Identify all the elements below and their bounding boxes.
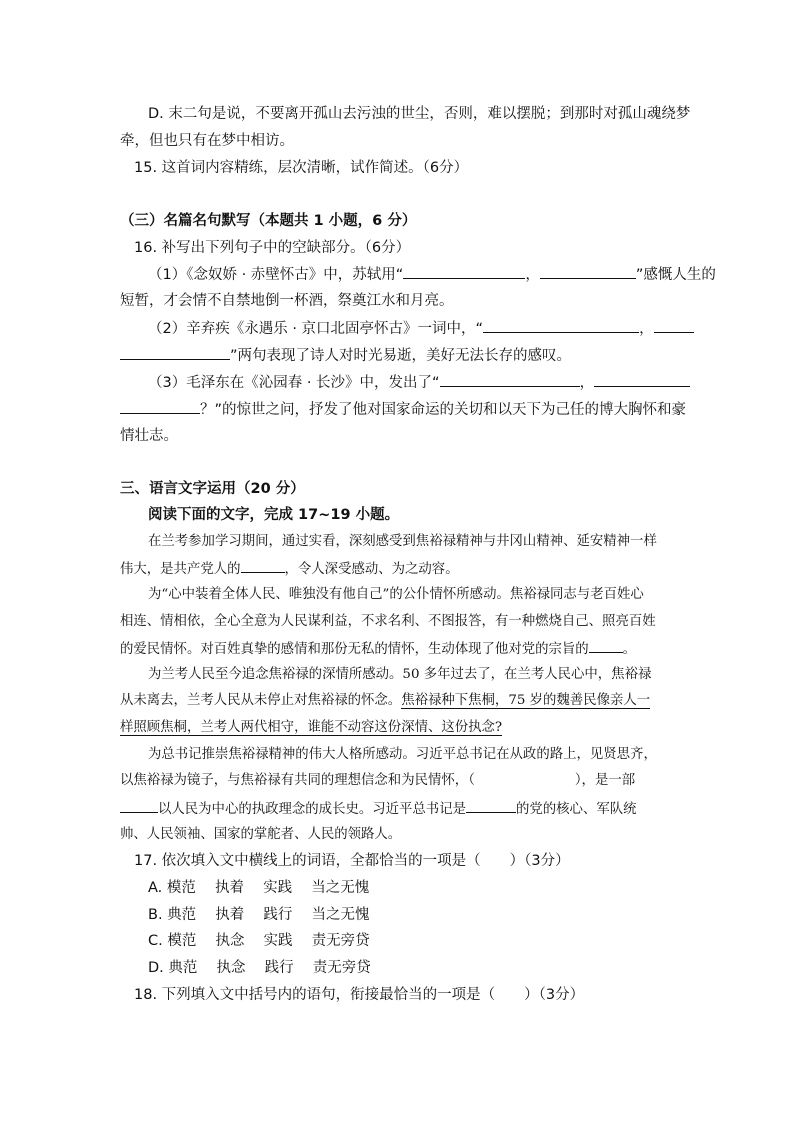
passage-p3-line2 (120, 691, 650, 711)
passage-underlined-sentence-a: 焦裕禄种下焦桐，75 岁的魏善民像亲人一 (401, 693, 651, 708)
q16-item2-sep: ， (639, 321, 654, 337)
passage-blank4[interactable] (466, 798, 516, 813)
part3-heading: 三、语言文字运用（20 分） (120, 481, 305, 497)
passage-p4-text-a: 以焦裕禄为镜子，与焦裕禄有共同的理想信念和为民情怀，（ (120, 773, 475, 788)
q16-item3-blank1[interactable] (440, 372, 580, 387)
q16-item3-blank2b[interactable] (120, 399, 200, 414)
q17-option-c[interactable]: C. 模范 执念 实践 责无旁贷 (148, 933, 370, 949)
passage-p2-text-a: 的爱民情怀。对百姓真挚的感情和那份无私的情怀，生动体现了他对党的宗旨的 (120, 642, 589, 657)
passage-p1-text-a: 伟大，是共产党人的 (120, 562, 241, 577)
passage-p4-text-b: ），是一部 (574, 773, 636, 788)
part3-instruction: 阅读下面的文字，完成 17~19 小题。 (148, 507, 400, 523)
passage-p4-line4: 帅、人民领袖、国家的掌舵者、人民的领路人。 (120, 827, 402, 842)
q15-question: 15. 这首词内容精练，层次清晰，试作简述。（6分） (134, 160, 469, 176)
q14-option-d-line1: D. 末二句是说，不要离开孤山去污浊的世尘，否则，难以摆脱；到那时对孤山魂绕梦 (148, 106, 691, 122)
q16-item2-blank1[interactable] (483, 318, 639, 333)
passage-p3-text-a: 从未离去，兰考人民从未停止对焦裕禄的怀念。 (120, 693, 402, 708)
q16-item2-text-b: ”两句表现了诗人对时光易逝，美好无法长存的感叹。 (230, 348, 572, 364)
passage-p3-line3 (120, 718, 502, 738)
q16-question: 16. 补写出下列句子中的空缺部分。（6分） (134, 240, 411, 256)
q16-item1-blank1[interactable] (403, 264, 525, 279)
passage-p1-line2 (120, 558, 459, 580)
q16-item1-line1 (148, 264, 716, 285)
passage-p1-text-b: ，令人深受感动、为之动容。 (284, 562, 459, 577)
q16-item1-text-b: ”感慨人生的 (635, 267, 716, 283)
passage-p4-line2 (120, 771, 635, 791)
q16-item2-blank2b[interactable] (120, 345, 230, 360)
passage-p2-line3 (120, 638, 636, 660)
passage-p4-line1: 为总书记推崇焦裕禄精神的伟大人格所感动。习近平总书记在从政的路上，见贤思齐， (148, 747, 657, 762)
q16-item2-text-a: （2）辛弃疾《永遇乐 · 京口北固亭怀古》一词中，“ (148, 321, 484, 337)
q16-item2-line1 (148, 318, 694, 339)
passage-p4-text-b2: 的党的核心、军队统 (515, 802, 637, 817)
passage-underlined-sentence-b: 样照顾焦桐，兰考人两代相守，谁能不动容这份深情、这份执念? (120, 720, 503, 735)
q16-item3-sep: ， (579, 375, 595, 391)
q16-item3-line2 (120, 399, 686, 420)
q17-option-d[interactable]: D. 典范 执念 践行 责无旁贷 (148, 960, 371, 976)
q18-question: 18. 下列填入文中括号内的语句，衔接最恰当的一项是（ ）（3分） (134, 987, 585, 1003)
q17-option-a[interactable]: A. 模范 执着 实践 当之无愧 (148, 880, 370, 896)
q14-option-d-line2: 牵，但也只有在梦中相访。 (120, 133, 294, 149)
q17-question: 17. 依次填入文中横线上的词语，全都恰当的一项是（ ）（3分） (134, 853, 570, 869)
q16-item1-blank2[interactable] (540, 264, 636, 279)
passage-blank3[interactable] (120, 798, 158, 813)
passage-p2-text-b: 。 (622, 642, 637, 657)
section3-heading: （三）名篇名句默写（本题共 1 小题，6 分） (120, 213, 417, 229)
q16-item2-line2 (120, 345, 571, 366)
q16-item3-blank2a[interactable] (594, 372, 690, 387)
passage-p3-line1: 为兰考人民至今追念焦裕禄的深情所感动。50 多年过去了，在兰考人民心中，焦裕禄 (148, 667, 652, 682)
q16-item1-sep: ， (525, 267, 540, 283)
q16-item3-line3: 情壮志。 (120, 428, 178, 444)
q16-item1-text-a: （1）《念奴娇 · 赤壁怀古》中，苏轼用“ (148, 267, 404, 283)
passage-p1-line1: 在兰考参加学习期间，通过实看，深刻感受到焦裕禄精神与井冈山精神、延安精神一样 (148, 534, 657, 549)
passage-p2-line2: 相连、情相依，全心全意为人民谋利益，不求名利、不图报答，有一种燃烧自己、照亮百姓 (120, 614, 656, 629)
q16-item3-text-a: （3）毛泽东在《沁园春 · 长沙》中，发出了“ (148, 375, 440, 391)
q16-item3-line1 (148, 372, 690, 393)
passage-p4-line3 (120, 798, 637, 820)
q16-item3-text-b: ？”的惊世之问，抒发了他对国家命运的关切和以天下为己任的博大胸怀和豪 (200, 402, 687, 418)
passage-p4-text-a2: 以人民为中心的执政理念的成长史。习近平总书记是 (158, 802, 466, 817)
q16-item1-line2: 短暂，才会情不自禁地倒一杯酒，祭奠江水和月亮。 (120, 293, 454, 309)
passage-blank1[interactable] (241, 558, 285, 573)
passage-p2-line1: 为“心中装着全体人民、唯独没有他自己”的公仆情怀所感动。焦裕禄同志与老百姓心 (148, 587, 644, 602)
q16-item2-blank2a[interactable] (654, 318, 694, 333)
passage-blank2[interactable] (589, 638, 623, 653)
q17-option-b[interactable]: B. 典范 执着 践行 当之无愧 (148, 907, 370, 923)
